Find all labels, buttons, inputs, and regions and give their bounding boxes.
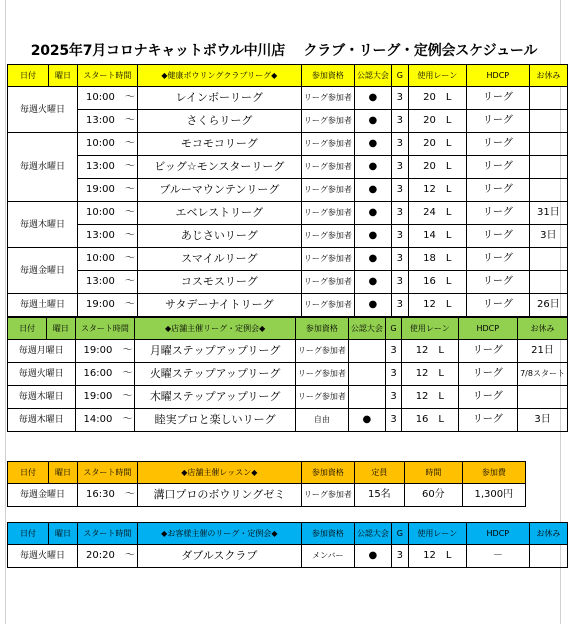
header-lanes: 使用レーン — [408, 65, 466, 87]
table-row — [8, 340, 568, 363]
time-cell: 13:00 ～ — [78, 225, 138, 248]
day-cell: 毎週木曜日 — [8, 409, 76, 432]
time-cell: 19:00 ～ — [78, 294, 138, 317]
games-cell: 3 — [385, 386, 401, 409]
header-weekday: 曜日 — [49, 65, 78, 87]
official-mark — [348, 363, 385, 386]
eligibility-cell: リーグ参加者 — [295, 386, 348, 409]
time-cell: 19:00 ～ — [78, 179, 138, 202]
eligibility-cell: リーグ参加者 — [295, 363, 348, 386]
header-off-days: お休み — [518, 318, 568, 340]
header-hdcp: HDCP — [466, 65, 529, 87]
league-name: エベレストリーグ — [137, 202, 301, 225]
lanes-cell: 24 L — [408, 202, 466, 225]
eligibility-cell: リーグ参加者 — [301, 133, 354, 156]
lanes-cell: 12 L — [402, 340, 458, 363]
header-date: 日付 — [8, 462, 49, 484]
table-header-row — [8, 462, 526, 484]
header-eligibility: 参加資格 — [301, 462, 354, 484]
hdcp-cell: リーグ — [466, 248, 529, 271]
league-name: 睦実プロと楽しいリーグ — [135, 409, 296, 432]
table-row — [8, 133, 568, 156]
eligibility-cell: メンバー — [301, 545, 354, 568]
off-day-cell: 31日 — [529, 202, 567, 225]
lanes-cell: 20 L — [408, 110, 466, 133]
eligibility-cell: リーグ参加者 — [301, 271, 354, 294]
hdcp-cell: リーグ — [466, 202, 529, 225]
league-name: 木曜ステップアップリーグ — [135, 386, 296, 409]
off-day-cell — [529, 87, 567, 110]
games-cell: 3 — [391, 156, 408, 179]
table-header-row — [8, 65, 568, 87]
games-cell: 3 — [391, 225, 408, 248]
lanes-cell: 12 L — [408, 294, 466, 317]
header-eligibility: 参加資格 — [295, 318, 348, 340]
off-day-cell — [529, 248, 567, 271]
table-row — [8, 363, 568, 386]
league-name: さくらリーグ — [137, 110, 301, 133]
day-cell: 毎週土曜日 — [8, 294, 78, 317]
off-day-cell: 7/8スタート — [518, 363, 568, 386]
table-row — [8, 87, 568, 110]
header-section-title: ◆健康ボウリングクラブリーグ◆ — [137, 65, 301, 87]
hdcp-cell: リーグ — [458, 363, 518, 386]
header-section-title: ◆お客様主催のリーグ・定例会◆ — [137, 523, 301, 545]
games-cell: 3 — [391, 271, 408, 294]
hdcp-cell: リーグ — [458, 386, 518, 409]
hdcp-cell: リーグ — [466, 156, 529, 179]
header-date: 日付 — [8, 65, 49, 87]
day-cell: 毎週火曜日 — [8, 545, 78, 568]
header-capacity: 定員 — [354, 462, 404, 484]
header-hdcp: HDCP — [466, 523, 529, 545]
table-row — [8, 156, 568, 179]
header-date: 日付 — [8, 523, 49, 545]
time-cell: 13:00 ～ — [78, 156, 138, 179]
eligibility-cell: リーグ参加者 — [301, 87, 354, 110]
games-cell: 3 — [391, 248, 408, 271]
games-cell: 3 — [391, 133, 408, 156]
table-row — [8, 179, 568, 202]
lanes-cell: 12 L — [408, 179, 466, 202]
lesson-name: 溝口プロのボウリングゼミ — [137, 484, 301, 507]
official-mark — [348, 386, 385, 409]
league-name: コスモスリーグ — [137, 271, 301, 294]
header-fee: 参加費 — [462, 462, 525, 484]
time-cell: 16:30 ～ — [78, 484, 138, 507]
time-cell: 13:00 ～ — [78, 271, 138, 294]
time-cell: 10:00 ～ — [78, 133, 138, 156]
header-start-time: スタート時間 — [78, 65, 138, 87]
lanes-cell: 16 L — [408, 271, 466, 294]
off-day-cell: 3日 — [529, 225, 567, 248]
header-official: 公認大会 — [348, 318, 385, 340]
table-row — [8, 294, 568, 317]
hdcp-cell: リーグ — [466, 225, 529, 248]
games-cell: 3 — [391, 294, 408, 317]
table-row — [8, 484, 526, 507]
lanes-cell: 12 L — [402, 386, 458, 409]
table-row — [8, 110, 568, 133]
games-cell: 3 — [391, 110, 408, 133]
header-official: 公認大会 — [354, 523, 391, 545]
league-name: レインボーリーグ — [137, 87, 301, 110]
day-cell: 毎週木曜日 — [8, 386, 76, 409]
club-league-table — [7, 64, 568, 317]
header-hdcp: HDCP — [458, 318, 518, 340]
header-games: G — [385, 318, 401, 340]
table-row — [8, 225, 568, 248]
table-row — [8, 248, 568, 271]
table-header-row — [8, 523, 568, 545]
eligibility-cell: リーグ参加者 — [301, 225, 354, 248]
time-cell: 14:00 ～ — [75, 409, 135, 432]
hdcp-cell: リーグ — [458, 409, 518, 432]
official-mark: ● — [354, 202, 391, 225]
duration-cell: 60分 — [404, 484, 462, 507]
eligibility-cell: リーグ参加者 — [301, 156, 354, 179]
time-cell: 10:00 ～ — [78, 248, 138, 271]
eligibility-cell: リーグ参加者 — [301, 110, 354, 133]
header-date: 日付 — [8, 318, 47, 340]
header-section-title: ◆店舗主催リーグ・定例会◆ — [135, 318, 296, 340]
lanes-cell: 12 L — [408, 545, 466, 568]
time-cell: 16:00 ～ — [75, 363, 135, 386]
league-name: 月曜ステップアップリーグ — [135, 340, 296, 363]
header-section-title: ◆店舗主催レッスン◆ — [137, 462, 301, 484]
table-header-row — [8, 318, 568, 340]
lanes-cell: 20 L — [408, 87, 466, 110]
games-cell: 3 — [391, 87, 408, 110]
header-start-time: スタート時間 — [78, 523, 138, 545]
official-mark: ● — [354, 225, 391, 248]
official-mark: ● — [354, 87, 391, 110]
eligibility-cell: リーグ参加者 — [301, 202, 354, 225]
header-official: 公認大会 — [354, 65, 391, 87]
league-name: モコモコリーグ — [137, 133, 301, 156]
off-day-cell — [529, 545, 567, 568]
official-mark: ● — [354, 156, 391, 179]
games-cell: 3 — [391, 202, 408, 225]
eligibility-cell: リーグ参加者 — [295, 340, 348, 363]
header-lanes: 使用レーン — [402, 318, 458, 340]
off-day-cell: 21日 — [518, 340, 568, 363]
day-cell: 毎週火曜日 — [8, 363, 76, 386]
hdcp-cell: リーグ — [466, 271, 529, 294]
customer-league-table — [7, 522, 568, 568]
lanes-cell: 16 L — [402, 409, 458, 432]
league-name: 火曜ステップアップリーグ — [135, 363, 296, 386]
header-lanes: 使用レーン — [408, 523, 466, 545]
off-day-cell — [529, 133, 567, 156]
hdcp-cell: リーグ — [466, 294, 529, 317]
day-cell: 毎週水曜日 — [8, 133, 78, 202]
time-cell: 19:00 ～ — [75, 386, 135, 409]
hdcp-cell: リーグ — [466, 133, 529, 156]
official-mark — [348, 340, 385, 363]
eligibility-cell: リーグ参加者 — [301, 294, 354, 317]
games-cell: 3 — [385, 409, 401, 432]
league-name: ビッグ☆モンスターリーグ — [137, 156, 301, 179]
off-day-cell: 26日 — [529, 294, 567, 317]
games-cell: 3 — [391, 545, 408, 568]
header-games: G — [391, 523, 408, 545]
header-games: G — [391, 65, 408, 87]
official-mark: ● — [348, 409, 385, 432]
header-weekday: 曜日 — [47, 318, 75, 340]
header-off-days: お休み — [529, 65, 567, 87]
games-cell: 3 — [385, 340, 401, 363]
lanes-cell: 14 L — [408, 225, 466, 248]
time-cell: 10:00 ～ — [78, 202, 138, 225]
sheet-border-left — [5, 0, 6, 624]
table-row — [8, 545, 568, 568]
eligibility-cell: 自由 — [295, 409, 348, 432]
time-cell: 13:00 ～ — [78, 110, 138, 133]
header-start-time: スタート時間 — [78, 462, 138, 484]
off-day-cell — [529, 271, 567, 294]
table-row — [8, 202, 568, 225]
page-title: 2025年7月コロナキャットボウル中川店 クラブ・リーグ・定例会スケジュール — [30, 43, 538, 59]
league-name: サタデーナイトリーグ — [137, 294, 301, 317]
eligibility-cell: リーグ参加者 — [301, 484, 354, 507]
off-day-cell — [529, 110, 567, 133]
off-day-cell — [529, 156, 567, 179]
time-cell: 20:20 ～ — [78, 545, 138, 568]
hdcp-cell: リーグ — [466, 179, 529, 202]
hdcp-cell: リーグ — [466, 110, 529, 133]
official-mark: ● — [354, 545, 391, 568]
capacity-cell: 15名 — [354, 484, 404, 507]
time-cell: 19:00 ～ — [75, 340, 135, 363]
header-off-days: お休み — [529, 523, 567, 545]
eligibility-cell: リーグ参加者 — [301, 179, 354, 202]
header-eligibility: 参加資格 — [301, 523, 354, 545]
league-name: ダブルスクラブ — [137, 545, 301, 568]
games-cell: 3 — [385, 363, 401, 386]
header-eligibility: 参加資格 — [301, 65, 354, 87]
lanes-cell: 20 L — [408, 133, 466, 156]
lesson-table — [7, 461, 526, 507]
hdcp-cell: リーグ — [458, 340, 518, 363]
league-name: スマイルリーグ — [137, 248, 301, 271]
table-row — [8, 386, 568, 409]
header-duration: 時間 — [404, 462, 462, 484]
off-day-cell — [518, 386, 568, 409]
official-mark: ● — [354, 133, 391, 156]
day-cell: 毎週金曜日 — [8, 248, 78, 294]
official-mark: ● — [354, 294, 391, 317]
store-league-table — [7, 317, 568, 432]
header-weekday: 曜日 — [49, 462, 78, 484]
day-cell: 毎週木曜日 — [8, 202, 78, 248]
eligibility-cell: リーグ参加者 — [301, 248, 354, 271]
official-mark: ● — [354, 248, 391, 271]
day-cell: 毎週火曜日 — [8, 87, 78, 133]
header-weekday: 曜日 — [49, 523, 78, 545]
lanes-cell: 12 L — [402, 363, 458, 386]
official-mark: ● — [354, 110, 391, 133]
hdcp-cell: － — [466, 545, 529, 568]
official-mark: ● — [354, 271, 391, 294]
time-cell: 10:00 ～ — [78, 87, 138, 110]
lanes-cell: 18 L — [408, 248, 466, 271]
lanes-cell: 20 L — [408, 156, 466, 179]
league-name: あじさいリーグ — [137, 225, 301, 248]
fee-cell: 1,300円 — [462, 484, 525, 507]
games-cell: 3 — [391, 179, 408, 202]
official-mark: ● — [354, 179, 391, 202]
table-row — [8, 271, 568, 294]
off-day-cell — [529, 179, 567, 202]
day-cell: 毎週月曜日 — [8, 340, 76, 363]
hdcp-cell: リーグ — [466, 87, 529, 110]
off-day-cell: 3日 — [518, 409, 568, 432]
table-row — [8, 409, 568, 432]
league-name: ブルーマウンテンリーグ — [137, 179, 301, 202]
header-start-time: スタート時間 — [75, 318, 135, 340]
day-cell: 毎週金曜日 — [8, 484, 78, 507]
